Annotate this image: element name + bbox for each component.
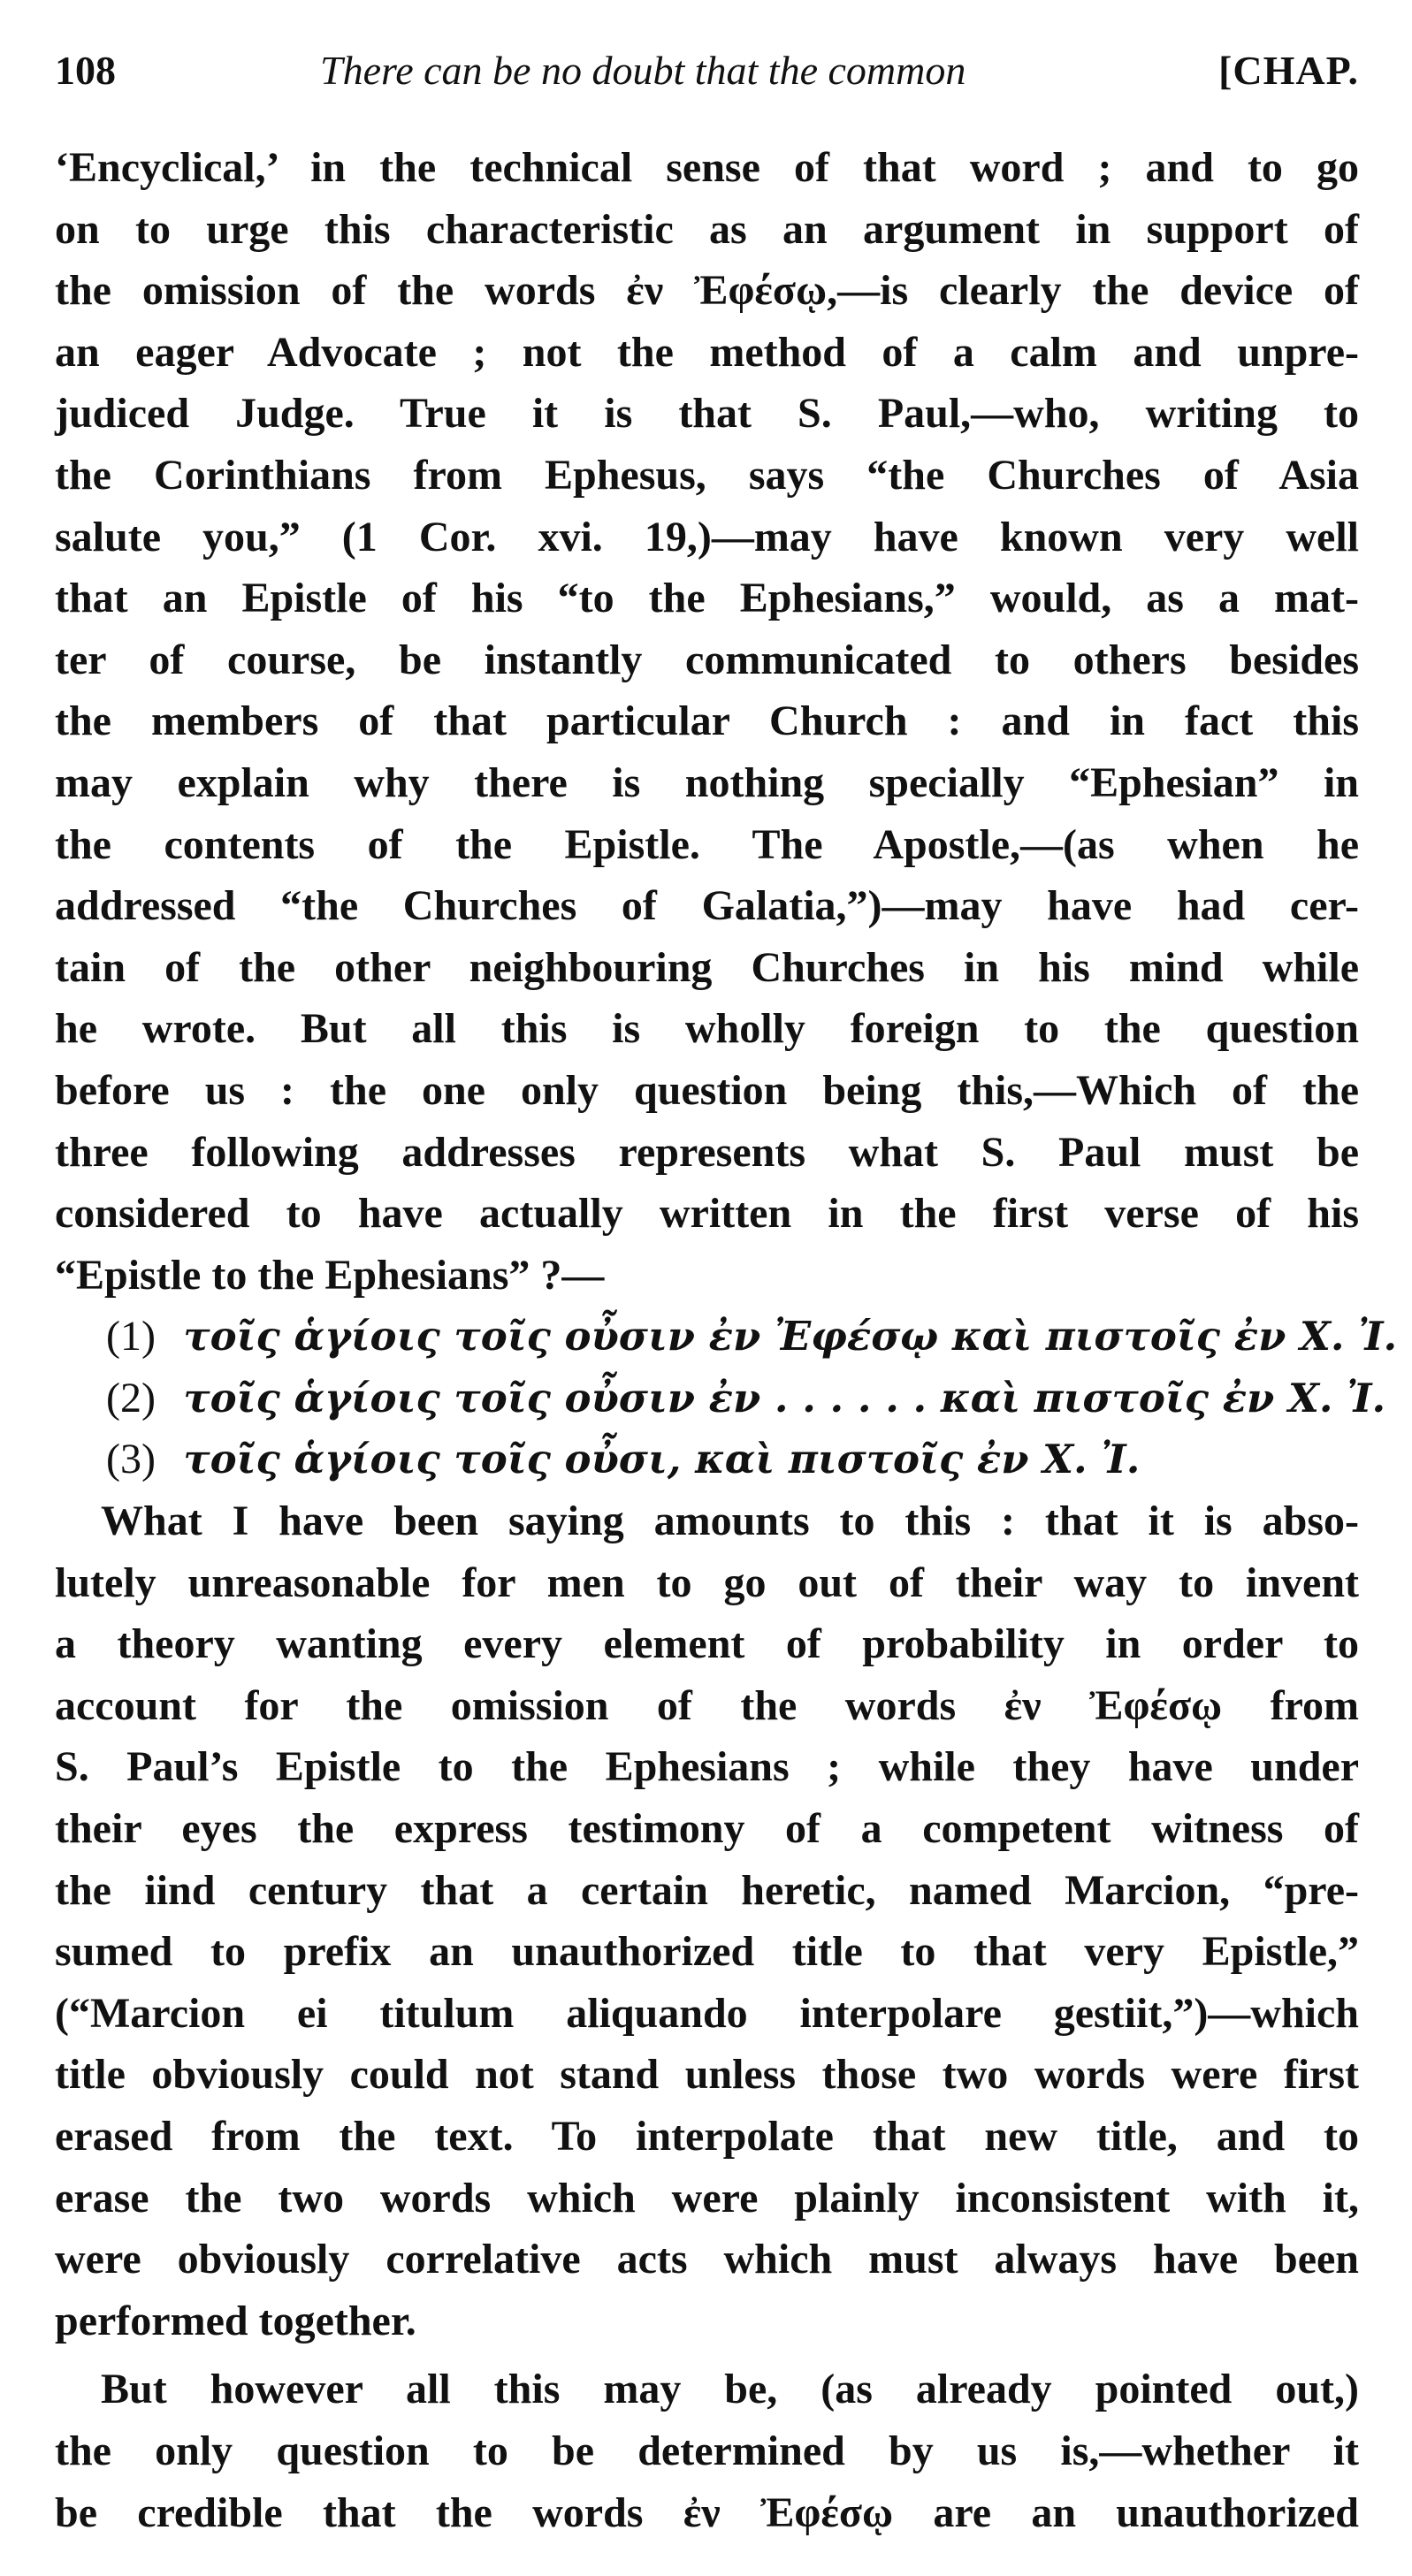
text-line: an eager Advocate ; not the method of a calm and unpre- (55, 328, 1359, 376)
text-line: tain of the other neighbouring Churches in his mind while (55, 943, 1359, 991)
chapter-mark: [CHAP. (1218, 48, 1359, 93)
text-line: lutely unreasonable for men to go out of their way to invent (55, 1559, 1359, 1606)
text-line: ‘Encyclical,’ in the technical sense of that word ; and to go (55, 144, 1359, 191)
page-number: 108 (55, 48, 116, 93)
address-option-2 (55, 1368, 1386, 1429)
text-line: their eyes the express testimony of a competent witness of (55, 1805, 1359, 1853)
text-line: sumed to prefix an unauthorized title to that very Epistle,” (55, 1928, 1359, 1976)
address-number: (2) (106, 1374, 156, 1421)
greek-address: τοῖς ἁγίοις τοῖς οὖσι, καὶ πιστοῖς ἐν X. Ἰ. (183, 1436, 1141, 1483)
greek-address: τοῖς ἁγίοις τοῖς οὖσιν ἐν . . . . . . καὶ πιστοῖς ἐν X. Ἰ. (183, 1374, 1386, 1421)
address-number: (3) (106, 1436, 156, 1483)
address-number: (1) (106, 1313, 156, 1360)
address-option-3 (55, 1429, 1359, 1490)
body-text (55, 137, 1398, 2543)
text-line: S. Paul’s Epistle to the Ephesians ; while they have under (55, 1743, 1359, 1791)
text-line: erased from the text. To interpolate that new title, and to (55, 2113, 1359, 2160)
text-line: addressed “the Churches of Galatia,”)—may have had cer- (55, 882, 1359, 930)
text-line: What I have been saying amounts to this : that it is abso- (101, 1498, 1359, 1545)
text-line: judiced Judge. True it is that S. Paul,—who, writing to (55, 390, 1359, 438)
greek-address-list (55, 1306, 1398, 1490)
text-line: he wrote. But all this is wholly foreign to the question (55, 1005, 1359, 1053)
paragraph-gap (55, 2351, 1359, 2359)
text-line: performed together. (55, 2297, 416, 2344)
text-line: the members of that particular Church : and in fact this (55, 697, 1359, 745)
running-head: There can be no doubt that the common (320, 48, 966, 93)
text-line: the contents of the Epistle. The Apostle,—(as when he (55, 820, 1359, 868)
text-line: ter of course, be instantly communicated to others besides (55, 636, 1359, 683)
text-line: be credible that the words ἐν Ἐφέσῳ are an unauthorized (55, 2488, 1359, 2536)
text-line: “Epistle to the Ephesians” ?— (55, 1251, 605, 1299)
text-line: that an Epistle of his “to the Ephesians,” would, as a mat- (55, 575, 1359, 622)
text-line: salute you,” (1 Cor. xvi. 19,)—may have known very well (55, 513, 1359, 560)
page-header (55, 35, 1359, 106)
paragraph-2 (55, 1490, 1359, 2351)
text-line: erase the two words which were plainly inconsistent with it, (55, 2174, 1359, 2222)
text-line: the only question to be determined by us is,—whether it (55, 2427, 1359, 2474)
text-line: on to urge this characteristic as an argument in support of (55, 205, 1359, 253)
text-line: the Corinthians from Ephesus, says “the Churches of Asia (55, 451, 1359, 499)
paragraph-1 (55, 137, 1359, 1306)
text-line: considered to have actually written in the first verse of his (55, 1190, 1359, 1238)
text-line: three following addresses represents what S. Paul must be (55, 1128, 1359, 1176)
text-line: a theory wanting every element of probability in order to (55, 1620, 1359, 1668)
text-line: account for the omission of the words ἐν Ἐφέσῳ from (55, 1681, 1359, 1729)
greek-address: τοῖς ἁγίοις τοῖς οὖσιν ἐν Ἐφέσῳ καὶ πιστοῖς ἐν X. Ἰ. (183, 1313, 1398, 1360)
paragraph-3 (55, 2359, 1359, 2543)
text-line: before us : the one only question being this,—Which of the (55, 1066, 1359, 1114)
text-line: the iind century that a certain heretic, named Marcion, “pre- (55, 1866, 1359, 1914)
text-line: the omission of the words ἐν Ἐφέσῳ,—is clearly the device of (55, 267, 1359, 315)
text-line: But however all this may be, (as already pointed out,) (101, 2366, 1359, 2413)
text-line: may explain why there is nothing specially “Ephesian” in (55, 758, 1359, 806)
text-line: (“Marcion ei titulum aliquando interpolare gestiit,”)—which (55, 1989, 1359, 2037)
address-option-1 (55, 1306, 1398, 1368)
text-line: title obviously could not stand unless those two words were first (55, 2051, 1359, 2099)
text-line: were obviously correlative acts which must always have been (55, 2236, 1359, 2283)
